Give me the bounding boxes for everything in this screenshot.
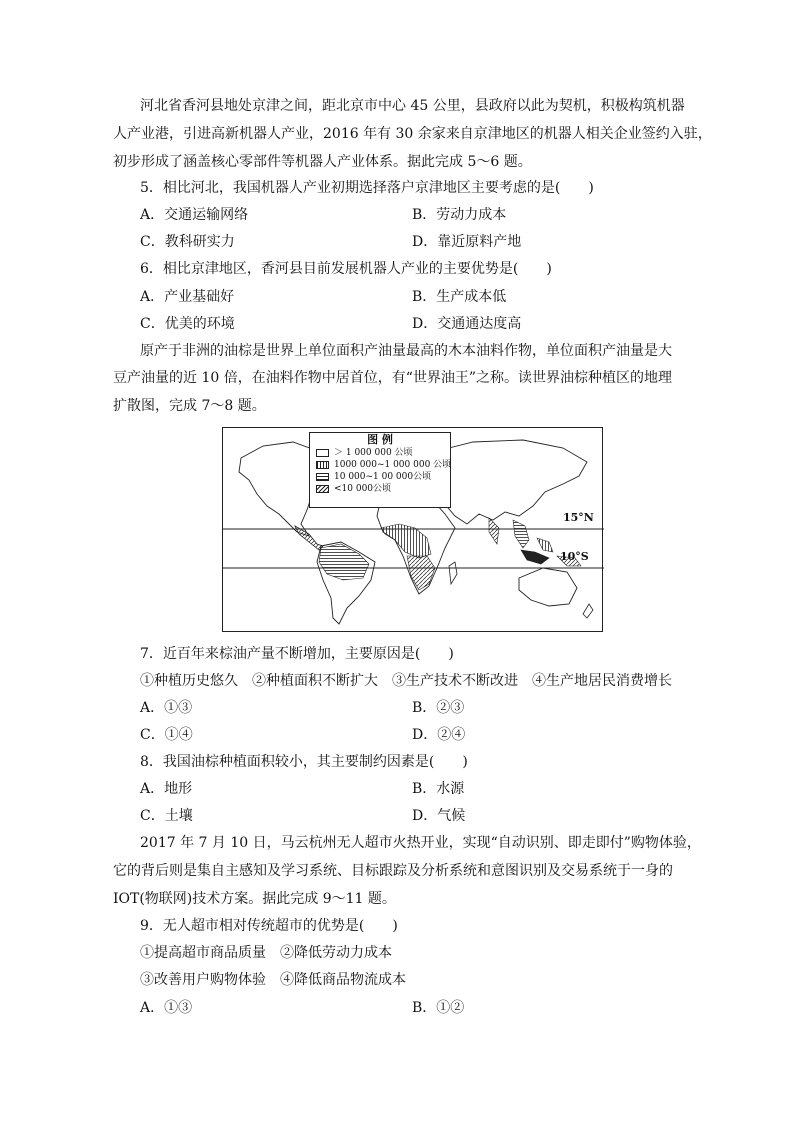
legend-swatch-horizontal — [316, 473, 329, 481]
legend-label: 10 000~1 00 000公顷 — [334, 472, 432, 482]
question-9-option-b[interactable]: B．①② — [412, 1000, 465, 1016]
passage-text: 2017 年 7 月 10 日，马云杭州无人超市火热开业，实现“自动识别、即走即付”购物体验， — [140, 835, 701, 851]
legend-label: ＞ 1 000 000 公顷 — [334, 448, 413, 458]
borneo-plantation — [537, 538, 553, 552]
question-9-items: ①提高超市商品质量 ②降低劳动力成本 — [140, 945, 392, 961]
southeast-asia-plantation — [513, 520, 529, 548]
legend-swatch-blank — [316, 449, 329, 457]
passage-text: 初步形成了涵盖核心零部件等机器人产业体系。据此完成 5～6 题。 — [113, 154, 532, 170]
legend-swatch-diagonal — [316, 485, 329, 493]
question-8-option-a[interactable]: A．地形 — [140, 781, 193, 797]
legend-title: 图 例 — [367, 433, 393, 446]
question-6-option-b[interactable]: B．生产成本低 — [412, 289, 507, 305]
legend-item — [310, 447, 450, 459]
legend-swatch-vertical — [316, 461, 329, 469]
malaysia-indonesia-plantation — [521, 550, 549, 564]
question-8-option-c[interactable]: C．土壤 — [140, 808, 193, 824]
question-7-items: ①种植历史悠久 ②种植面积不断扩大 ③生产技术不断改进 ④生产地居民消费增长 — [140, 673, 672, 689]
india-region — [489, 518, 499, 544]
passage-text: 河北省香河县地处京津之间，距北京市中心 45 公里，县政府以此为契机，积极构筑机器 — [140, 98, 685, 114]
question-5-option-a[interactable]: A．交通运输网络 — [140, 207, 249, 223]
question-5-stem: 5．相比河北，我国机器人产业初期选择落户京津地区主要考虑的是( ) — [140, 180, 594, 196]
question-6-stem: 6．相比京津地区，香河县目前发展机器人产业的主要优势是( ) — [140, 261, 552, 277]
legend-label: 1000 000~1 000 000 公顷 — [334, 460, 452, 470]
question-9-stem: 9．无人超市相对传统超市的优势是( ) — [140, 918, 398, 934]
question-9-option-a[interactable]: A．①③ — [140, 1000, 193, 1016]
question-7-stem: 7．近百年来棕油产量不断增加，主要原因是( ) — [140, 646, 454, 662]
latitude-label-15n: 15°N — [563, 511, 594, 524]
legend-item — [310, 471, 450, 483]
central-africa-region — [407, 556, 435, 590]
passage-text: 扩散图，完成 7～8 题。 — [113, 398, 266, 414]
oil-palm-diffusion-map — [222, 427, 603, 632]
passage-text: 原产于非洲的油棕是世界上单位面积产油量最高的木本油料作物，单位面积产油量是大 — [140, 343, 672, 359]
question-7-option-d[interactable]: D．②④ — [412, 727, 466, 743]
question-7-option-c[interactable]: C．①④ — [140, 727, 193, 743]
question-8-option-d[interactable]: D．气候 — [412, 808, 466, 824]
central-america-region — [295, 526, 323, 550]
legend-item — [310, 459, 450, 471]
passage-text: 人产业港，引进高新机器人产业，2016 年有 30 余家来自京津地区的机器人相关企业签约入驻， — [113, 126, 712, 142]
question-7-option-a[interactable]: A．①③ — [140, 700, 193, 716]
map-legend — [309, 432, 451, 508]
question-8-option-b[interactable]: B．水源 — [412, 781, 465, 797]
question-9-items: ③改善用户购物体验 ④降低商品物流成本 — [140, 972, 406, 988]
south-america-plantation — [319, 544, 369, 580]
question-6-option-a[interactable]: A．产业基础好 — [140, 289, 235, 305]
passage-text: 豆产油量的近 10 倍，在油料作物中居首位，有“世界油王”之称。读世界油棕种植区的地理 — [113, 370, 673, 386]
australia-outline — [519, 568, 577, 606]
question-8-stem: 8．我国油棕种植面积较小，其主要制约因素是( ) — [140, 754, 468, 770]
question-5-option-c[interactable]: C．教科研实力 — [140, 234, 235, 250]
new-zealand-outline — [583, 604, 593, 618]
question-7-option-b[interactable]: B．②③ — [412, 700, 465, 716]
legend-item — [310, 483, 450, 495]
question-5-option-d[interactable]: D．靠近原料产地 — [412, 234, 522, 250]
legend-label: <10 000公顷 — [334, 484, 392, 494]
question-6-option-c[interactable]: C．优美的环境 — [140, 316, 235, 332]
latitude-label-10s: 10°S — [560, 550, 589, 563]
madagascar-outline — [449, 562, 457, 584]
question-5-option-b[interactable]: B．劳动力成本 — [412, 207, 507, 223]
passage-text: IOT(物联网)技术方案。据此完成 9～11 题。 — [113, 891, 396, 907]
question-6-option-d[interactable]: D．交通通达度高 — [412, 316, 522, 332]
passage-text: 它的背后则是集自主感知及学习系统、目标跟踪及分析系统和意图识别及交易系统于一身的 — [113, 863, 673, 879]
